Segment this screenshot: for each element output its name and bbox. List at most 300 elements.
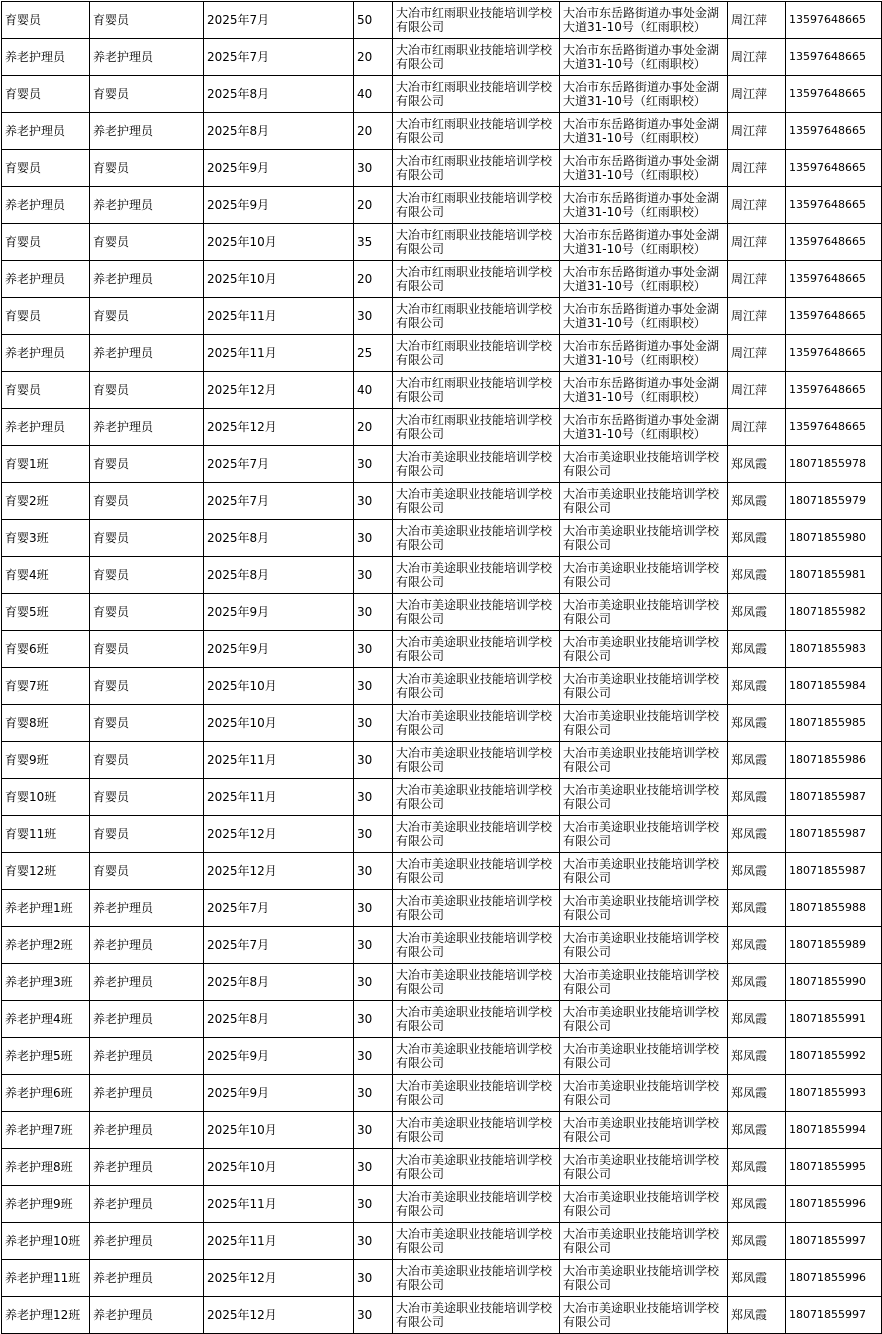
institution-cell: 大冶市美途职业技能培训学校有限公司 xyxy=(393,1223,560,1260)
table-row xyxy=(2,1112,882,1149)
contact-cell: 周江萍 xyxy=(728,39,786,76)
class-name-cell: 养老护理员 xyxy=(2,113,90,150)
month-cell: 2025年9月 xyxy=(204,187,354,224)
institution-cell: 大冶市美途职业技能培训学校有限公司 xyxy=(393,1001,560,1038)
contact-cell: 郑凤霞 xyxy=(728,1149,786,1186)
contact-cell: 郑凤霞 xyxy=(728,927,786,964)
month-cell: 2025年9月 xyxy=(204,631,354,668)
table-row xyxy=(2,964,882,1001)
phone-cell: 13597648665 xyxy=(786,335,882,372)
phone-cell: 18071855992 xyxy=(786,1038,882,1075)
contact-cell: 郑凤霞 xyxy=(728,631,786,668)
class-name-cell: 养老护理6班 xyxy=(2,1075,90,1112)
class-name-cell: 育婴1班 xyxy=(2,446,90,483)
class-name-cell: 养老护理2班 xyxy=(2,927,90,964)
count-cell: 30 xyxy=(354,705,393,742)
table-row xyxy=(2,1149,882,1186)
table-row xyxy=(2,631,882,668)
phone-cell: 18071855997 xyxy=(786,1223,882,1260)
institution-cell: 大冶市美途职业技能培训学校有限公司 xyxy=(393,1260,560,1297)
contact-cell: 郑凤霞 xyxy=(728,816,786,853)
phone-cell: 18071855996 xyxy=(786,1186,882,1223)
contact-cell: 郑凤霞 xyxy=(728,668,786,705)
month-cell: 2025年11月 xyxy=(204,1223,354,1260)
class-name-cell: 育婴员 xyxy=(2,76,90,113)
count-cell: 30 xyxy=(354,668,393,705)
occupation-cell: 育婴员 xyxy=(90,668,204,705)
occupation-cell: 养老护理员 xyxy=(90,964,204,1001)
institution-cell: 大冶市美途职业技能培训学校有限公司 xyxy=(393,964,560,1001)
count-cell: 20 xyxy=(354,261,393,298)
institution-cell: 大冶市红雨职业技能培训学校有限公司 xyxy=(393,372,560,409)
table-row xyxy=(2,557,882,594)
class-name-cell: 养老护理12班 xyxy=(2,1297,90,1334)
count-cell: 30 xyxy=(354,631,393,668)
count-cell: 30 xyxy=(354,1186,393,1223)
address-cell: 大冶市美途职业技能培训学校有限公司 xyxy=(560,1223,728,1260)
institution-cell: 大冶市美途职业技能培训学校有限公司 xyxy=(393,594,560,631)
class-name-cell: 养老护理10班 xyxy=(2,1223,90,1260)
address-cell: 大冶市美途职业技能培训学校有限公司 xyxy=(560,631,728,668)
phone-cell: 18071855988 xyxy=(786,890,882,927)
month-cell: 2025年8月 xyxy=(204,113,354,150)
institution-cell: 大冶市美途职业技能培训学校有限公司 xyxy=(393,1038,560,1075)
table-row xyxy=(2,779,882,816)
month-cell: 2025年12月 xyxy=(204,372,354,409)
contact-cell: 周江萍 xyxy=(728,187,786,224)
address-cell: 大冶市美途职业技能培训学校有限公司 xyxy=(560,1186,728,1223)
count-cell: 30 xyxy=(354,557,393,594)
contact-cell: 郑凤霞 xyxy=(728,1112,786,1149)
phone-cell: 18071855978 xyxy=(786,446,882,483)
address-cell: 大冶市东岳路街道办事处金湖大道31-10号（红雨职校） xyxy=(560,39,728,76)
count-cell: 30 xyxy=(354,779,393,816)
contact-cell: 郑凤霞 xyxy=(728,779,786,816)
class-name-cell: 养老护理5班 xyxy=(2,1038,90,1075)
phone-cell: 13597648665 xyxy=(786,298,882,335)
table-row xyxy=(2,927,882,964)
address-cell: 大冶市美途职业技能培训学校有限公司 xyxy=(560,742,728,779)
contact-cell: 郑凤霞 xyxy=(728,594,786,631)
class-name-cell: 育婴9班 xyxy=(2,742,90,779)
occupation-cell: 养老护理员 xyxy=(90,1001,204,1038)
occupation-cell: 养老护理员 xyxy=(90,39,204,76)
table-row xyxy=(2,409,882,446)
occupation-cell: 养老护理员 xyxy=(90,409,204,446)
month-cell: 2025年9月 xyxy=(204,594,354,631)
phone-cell: 18071855982 xyxy=(786,594,882,631)
month-cell: 2025年8月 xyxy=(204,76,354,113)
contact-cell: 周江萍 xyxy=(728,409,786,446)
count-cell: 20 xyxy=(354,187,393,224)
phone-cell: 13597648665 xyxy=(786,409,882,446)
class-name-cell: 育婴员 xyxy=(2,298,90,335)
count-cell: 30 xyxy=(354,1149,393,1186)
table-row xyxy=(2,224,882,261)
contact-cell: 郑凤霞 xyxy=(728,1223,786,1260)
address-cell: 大冶市东岳路街道办事处金湖大道31-10号（红雨职校） xyxy=(560,224,728,261)
table-row xyxy=(2,853,882,890)
phone-cell: 18071855983 xyxy=(786,631,882,668)
phone-cell: 18071855987 xyxy=(786,853,882,890)
contact-cell: 周江萍 xyxy=(728,76,786,113)
month-cell: 2025年12月 xyxy=(204,409,354,446)
table-row xyxy=(2,668,882,705)
table-row xyxy=(2,335,882,372)
class-name-cell: 育婴员 xyxy=(2,372,90,409)
class-name-cell: 养老护理7班 xyxy=(2,1112,90,1149)
phone-cell: 18071855989 xyxy=(786,927,882,964)
institution-cell: 大冶市美途职业技能培训学校有限公司 xyxy=(393,631,560,668)
phone-cell: 18071855979 xyxy=(786,483,882,520)
institution-cell: 大冶市美途职业技能培训学校有限公司 xyxy=(393,742,560,779)
class-name-cell: 育婴员 xyxy=(2,224,90,261)
occupation-cell: 育婴员 xyxy=(90,853,204,890)
table-row xyxy=(2,2,882,39)
class-name-cell: 养老护理11班 xyxy=(2,1260,90,1297)
table-row xyxy=(2,742,882,779)
count-cell: 30 xyxy=(354,890,393,927)
phone-cell: 13597648665 xyxy=(786,187,882,224)
occupation-cell: 养老护理员 xyxy=(90,1075,204,1112)
contact-cell: 郑凤霞 xyxy=(728,1001,786,1038)
institution-cell: 大冶市美途职业技能培训学校有限公司 xyxy=(393,1297,560,1334)
count-cell: 30 xyxy=(354,853,393,890)
contact-cell: 郑凤霞 xyxy=(728,1297,786,1334)
phone-cell: 18071855987 xyxy=(786,779,882,816)
occupation-cell: 养老护理员 xyxy=(90,1186,204,1223)
month-cell: 2025年12月 xyxy=(204,853,354,890)
month-cell: 2025年9月 xyxy=(204,1038,354,1075)
occupation-cell: 养老护理员 xyxy=(90,1223,204,1260)
table-row xyxy=(2,113,882,150)
address-cell: 大冶市东岳路街道办事处金湖大道31-10号（红雨职校） xyxy=(560,150,728,187)
occupation-cell: 养老护理员 xyxy=(90,187,204,224)
count-cell: 30 xyxy=(354,927,393,964)
phone-cell: 18071855997 xyxy=(786,1297,882,1334)
count-cell: 20 xyxy=(354,39,393,76)
institution-cell: 大冶市美途职业技能培训学校有限公司 xyxy=(393,705,560,742)
class-name-cell: 育婴4班 xyxy=(2,557,90,594)
class-name-cell: 养老护理4班 xyxy=(2,1001,90,1038)
table-row xyxy=(2,1038,882,1075)
count-cell: 30 xyxy=(354,964,393,1001)
table-row xyxy=(2,890,882,927)
address-cell: 大冶市美途职业技能培训学校有限公司 xyxy=(560,890,728,927)
count-cell: 25 xyxy=(354,335,393,372)
class-name-cell: 育婴8班 xyxy=(2,705,90,742)
month-cell: 2025年10月 xyxy=(204,1112,354,1149)
address-cell: 大冶市美途职业技能培训学校有限公司 xyxy=(560,1038,728,1075)
phone-cell: 18071855981 xyxy=(786,557,882,594)
class-name-cell: 养老护理员 xyxy=(2,39,90,76)
contact-cell: 郑凤霞 xyxy=(728,446,786,483)
phone-cell: 18071855994 xyxy=(786,1112,882,1149)
institution-cell: 大冶市美途职业技能培训学校有限公司 xyxy=(393,779,560,816)
address-cell: 大冶市东岳路街道办事处金湖大道31-10号（红雨职校） xyxy=(560,298,728,335)
table-row xyxy=(2,1260,882,1297)
month-cell: 2025年10月 xyxy=(204,705,354,742)
contact-cell: 周江萍 xyxy=(728,224,786,261)
occupation-cell: 养老护理员 xyxy=(90,1260,204,1297)
contact-cell: 郑凤霞 xyxy=(728,1038,786,1075)
phone-cell: 13597648665 xyxy=(786,76,882,113)
address-cell: 大冶市东岳路街道办事处金湖大道31-10号（红雨职校） xyxy=(560,261,728,298)
month-cell: 2025年7月 xyxy=(204,483,354,520)
phone-cell: 18071855986 xyxy=(786,742,882,779)
address-cell: 大冶市美途职业技能培训学校有限公司 xyxy=(560,853,728,890)
phone-cell: 18071855996 xyxy=(786,1260,882,1297)
address-cell: 大冶市东岳路街道办事处金湖大道31-10号（红雨职校） xyxy=(560,113,728,150)
count-cell: 20 xyxy=(354,113,393,150)
institution-cell: 大冶市红雨职业技能培训学校有限公司 xyxy=(393,187,560,224)
address-cell: 大冶市美途职业技能培训学校有限公司 xyxy=(560,1149,728,1186)
contact-cell: 周江萍 xyxy=(728,298,786,335)
address-cell: 大冶市美途职业技能培训学校有限公司 xyxy=(560,1075,728,1112)
count-cell: 30 xyxy=(354,1038,393,1075)
institution-cell: 大冶市美途职业技能培训学校有限公司 xyxy=(393,853,560,890)
occupation-cell: 育婴员 xyxy=(90,372,204,409)
institution-cell: 大冶市红雨职业技能培训学校有限公司 xyxy=(393,409,560,446)
institution-cell: 大冶市红雨职业技能培训学校有限公司 xyxy=(393,39,560,76)
month-cell: 2025年7月 xyxy=(204,446,354,483)
count-cell: 30 xyxy=(354,816,393,853)
contact-cell: 郑凤霞 xyxy=(728,964,786,1001)
phone-cell: 18071855993 xyxy=(786,1075,882,1112)
count-cell: 20 xyxy=(354,409,393,446)
month-cell: 2025年11月 xyxy=(204,1186,354,1223)
month-cell: 2025年11月 xyxy=(204,779,354,816)
phone-cell: 13597648665 xyxy=(786,224,882,261)
table-row xyxy=(2,1297,882,1334)
address-cell: 大冶市美途职业技能培训学校有限公司 xyxy=(560,520,728,557)
count-cell: 30 xyxy=(354,520,393,557)
address-cell: 大冶市东岳路街道办事处金湖大道31-10号（红雨职校） xyxy=(560,76,728,113)
count-cell: 35 xyxy=(354,224,393,261)
institution-cell: 大冶市红雨职业技能培训学校有限公司 xyxy=(393,335,560,372)
occupation-cell: 养老护理员 xyxy=(90,261,204,298)
occupation-cell: 养老护理员 xyxy=(90,1297,204,1334)
contact-cell: 郑凤霞 xyxy=(728,557,786,594)
table-row xyxy=(2,520,882,557)
phone-cell: 13597648665 xyxy=(786,113,882,150)
contact-cell: 郑凤霞 xyxy=(728,483,786,520)
address-cell: 大冶市美途职业技能培训学校有限公司 xyxy=(560,779,728,816)
address-cell: 大冶市美途职业技能培训学校有限公司 xyxy=(560,1001,728,1038)
class-name-cell: 养老护理员 xyxy=(2,187,90,224)
class-name-cell: 育婴12班 xyxy=(2,853,90,890)
class-name-cell: 养老护理员 xyxy=(2,335,90,372)
institution-cell: 大冶市红雨职业技能培训学校有限公司 xyxy=(393,224,560,261)
phone-cell: 13597648665 xyxy=(786,2,882,39)
phone-cell: 18071855980 xyxy=(786,520,882,557)
occupation-cell: 育婴员 xyxy=(90,816,204,853)
contact-cell: 周江萍 xyxy=(728,372,786,409)
institution-cell: 大冶市红雨职业技能培训学校有限公司 xyxy=(393,298,560,335)
table-row xyxy=(2,298,882,335)
class-name-cell: 养老护理员 xyxy=(2,261,90,298)
month-cell: 2025年10月 xyxy=(204,1149,354,1186)
occupation-cell: 育婴员 xyxy=(90,150,204,187)
institution-cell: 大冶市美途职业技能培训学校有限公司 xyxy=(393,1186,560,1223)
count-cell: 30 xyxy=(354,594,393,631)
class-name-cell: 育婴5班 xyxy=(2,594,90,631)
institution-cell: 大冶市美途职业技能培训学校有限公司 xyxy=(393,1075,560,1112)
class-name-cell: 养老护理员 xyxy=(2,409,90,446)
occupation-cell: 育婴员 xyxy=(90,446,204,483)
count-cell: 50 xyxy=(354,2,393,39)
phone-cell: 13597648665 xyxy=(786,372,882,409)
month-cell: 2025年8月 xyxy=(204,964,354,1001)
training-schedule-table xyxy=(1,1,882,1334)
count-cell: 30 xyxy=(354,1297,393,1334)
count-cell: 30 xyxy=(354,1260,393,1297)
month-cell: 2025年11月 xyxy=(204,742,354,779)
occupation-cell: 育婴员 xyxy=(90,779,204,816)
occupation-cell: 养老护理员 xyxy=(90,335,204,372)
address-cell: 大冶市美途职业技能培训学校有限公司 xyxy=(560,1260,728,1297)
occupation-cell: 养老护理员 xyxy=(90,1149,204,1186)
occupation-cell: 养老护理员 xyxy=(90,113,204,150)
occupation-cell: 育婴员 xyxy=(90,705,204,742)
count-cell: 40 xyxy=(354,372,393,409)
month-cell: 2025年11月 xyxy=(204,335,354,372)
address-cell: 大冶市美途职业技能培训学校有限公司 xyxy=(560,594,728,631)
month-cell: 2025年10月 xyxy=(204,224,354,261)
class-name-cell: 养老护理8班 xyxy=(2,1149,90,1186)
address-cell: 大冶市美途职业技能培训学校有限公司 xyxy=(560,1112,728,1149)
class-name-cell: 养老护理3班 xyxy=(2,964,90,1001)
institution-cell: 大冶市美途职业技能培训学校有限公司 xyxy=(393,927,560,964)
table-row xyxy=(2,1001,882,1038)
contact-cell: 周江萍 xyxy=(728,2,786,39)
table-row xyxy=(2,1223,882,1260)
count-cell: 30 xyxy=(354,1112,393,1149)
occupation-cell: 育婴员 xyxy=(90,483,204,520)
phone-cell: 18071855995 xyxy=(786,1149,882,1186)
institution-cell: 大冶市美途职业技能培训学校有限公司 xyxy=(393,557,560,594)
contact-cell: 郑凤霞 xyxy=(728,853,786,890)
address-cell: 大冶市美途职业技能培训学校有限公司 xyxy=(560,557,728,594)
institution-cell: 大冶市美途职业技能培训学校有限公司 xyxy=(393,890,560,927)
address-cell: 大冶市东岳路街道办事处金湖大道31-10号（红雨职校） xyxy=(560,187,728,224)
table-row xyxy=(2,372,882,409)
occupation-cell: 育婴员 xyxy=(90,2,204,39)
count-cell: 30 xyxy=(354,1075,393,1112)
institution-cell: 大冶市红雨职业技能培训学校有限公司 xyxy=(393,2,560,39)
table-row xyxy=(2,1186,882,1223)
month-cell: 2025年7月 xyxy=(204,890,354,927)
table-row xyxy=(2,446,882,483)
class-name-cell: 育婴11班 xyxy=(2,816,90,853)
month-cell: 2025年10月 xyxy=(204,261,354,298)
phone-cell: 18071855991 xyxy=(786,1001,882,1038)
table-row xyxy=(2,76,882,113)
class-name-cell: 育婴6班 xyxy=(2,631,90,668)
contact-cell: 周江萍 xyxy=(728,335,786,372)
institution-cell: 大冶市美途职业技能培训学校有限公司 xyxy=(393,1112,560,1149)
table-row xyxy=(2,187,882,224)
address-cell: 大冶市东岳路街道办事处金湖大道31-10号（红雨职校） xyxy=(560,335,728,372)
address-cell: 大冶市美途职业技能培训学校有限公司 xyxy=(560,668,728,705)
contact-cell: 周江萍 xyxy=(728,150,786,187)
occupation-cell: 育婴员 xyxy=(90,224,204,261)
count-cell: 30 xyxy=(354,150,393,187)
institution-cell: 大冶市红雨职业技能培训学校有限公司 xyxy=(393,150,560,187)
class-name-cell: 育婴3班 xyxy=(2,520,90,557)
address-cell: 大冶市东岳路街道办事处金湖大道31-10号（红雨职校） xyxy=(560,409,728,446)
month-cell: 2025年7月 xyxy=(204,2,354,39)
month-cell: 2025年8月 xyxy=(204,557,354,594)
address-cell: 大冶市东岳路街道办事处金湖大道31-10号（红雨职校） xyxy=(560,2,728,39)
contact-cell: 周江萍 xyxy=(728,261,786,298)
table-row xyxy=(2,816,882,853)
month-cell: 2025年7月 xyxy=(204,39,354,76)
class-name-cell: 育婴员 xyxy=(2,2,90,39)
occupation-cell: 育婴员 xyxy=(90,594,204,631)
table-body xyxy=(2,2,882,1334)
class-name-cell: 育婴员 xyxy=(2,150,90,187)
institution-cell: 大冶市美途职业技能培训学校有限公司 xyxy=(393,1149,560,1186)
institution-cell: 大冶市红雨职业技能培训学校有限公司 xyxy=(393,261,560,298)
month-cell: 2025年12月 xyxy=(204,1260,354,1297)
contact-cell: 周江萍 xyxy=(728,113,786,150)
occupation-cell: 养老护理员 xyxy=(90,1038,204,1075)
table-row xyxy=(2,1075,882,1112)
table-row xyxy=(2,150,882,187)
table-row xyxy=(2,594,882,631)
month-cell: 2025年9月 xyxy=(204,1075,354,1112)
month-cell: 2025年7月 xyxy=(204,927,354,964)
institution-cell: 大冶市美途职业技能培训学校有限公司 xyxy=(393,446,560,483)
occupation-cell: 育婴员 xyxy=(90,631,204,668)
class-name-cell: 养老护理9班 xyxy=(2,1186,90,1223)
phone-cell: 13597648665 xyxy=(786,150,882,187)
address-cell: 大冶市东岳路街道办事处金湖大道31-10号（红雨职校） xyxy=(560,372,728,409)
address-cell: 大冶市美途职业技能培训学校有限公司 xyxy=(560,1297,728,1334)
address-cell: 大冶市美途职业技能培训学校有限公司 xyxy=(560,964,728,1001)
institution-cell: 大冶市美途职业技能培训学校有限公司 xyxy=(393,668,560,705)
contact-cell: 郑凤霞 xyxy=(728,890,786,927)
occupation-cell: 养老护理员 xyxy=(90,927,204,964)
month-cell: 2025年11月 xyxy=(204,298,354,335)
occupation-cell: 育婴员 xyxy=(90,76,204,113)
class-name-cell: 养老护理1班 xyxy=(2,890,90,927)
count-cell: 30 xyxy=(354,1001,393,1038)
count-cell: 30 xyxy=(354,483,393,520)
phone-cell: 13597648665 xyxy=(786,261,882,298)
month-cell: 2025年12月 xyxy=(204,816,354,853)
address-cell: 大冶市美途职业技能培训学校有限公司 xyxy=(560,705,728,742)
month-cell: 2025年8月 xyxy=(204,1001,354,1038)
address-cell: 大冶市美途职业技能培训学校有限公司 xyxy=(560,927,728,964)
class-name-cell: 育婴10班 xyxy=(2,779,90,816)
occupation-cell: 育婴员 xyxy=(90,298,204,335)
count-cell: 40 xyxy=(354,76,393,113)
month-cell: 2025年12月 xyxy=(204,1297,354,1334)
address-cell: 大冶市美途职业技能培训学校有限公司 xyxy=(560,446,728,483)
table-row xyxy=(2,705,882,742)
count-cell: 30 xyxy=(354,742,393,779)
occupation-cell: 育婴员 xyxy=(90,742,204,779)
table-row xyxy=(2,483,882,520)
count-cell: 30 xyxy=(354,298,393,335)
institution-cell: 大冶市红雨职业技能培训学校有限公司 xyxy=(393,76,560,113)
contact-cell: 郑凤霞 xyxy=(728,1260,786,1297)
phone-cell: 18071855985 xyxy=(786,705,882,742)
address-cell: 大冶市美途职业技能培训学校有限公司 xyxy=(560,483,728,520)
phone-cell: 18071855987 xyxy=(786,816,882,853)
